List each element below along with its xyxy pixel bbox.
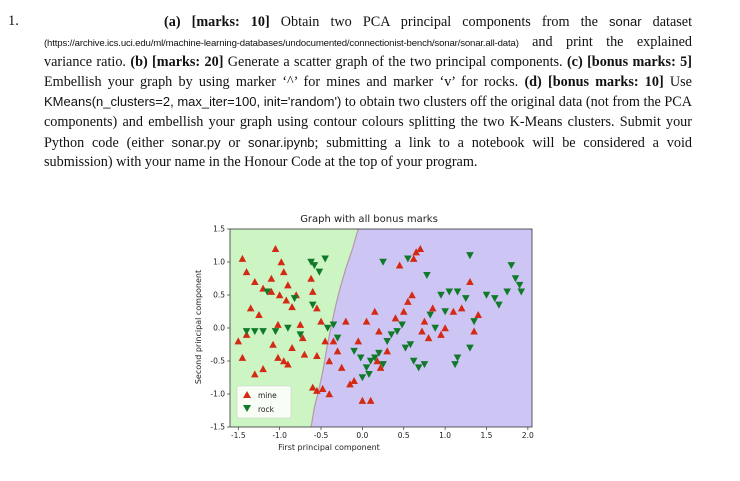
part-d-end: ; submitting a link to a notebook will be considered a void submission) with your name in the Honour Code at the top of your program. <box>44 134 692 171</box>
y-tick-label: 0.5 <box>213 290 225 300</box>
x-tick-label: 1.0 <box>439 431 452 440</box>
dataset-url[interactable]: (https://archive.ics.uci.edu/ml/machine-learning-databases/undocumented/connectionist-bench/sonar/sonar.all-data) <box>44 37 519 49</box>
legend-mine-label: mine <box>258 391 277 400</box>
x-tick-label: -1.5 <box>230 431 246 440</box>
file-sonar-ipynb: sonar.ipynb <box>248 134 315 150</box>
question-number: 1. <box>8 13 19 29</box>
dataset-name: sonar <box>609 14 642 29</box>
x-tick-label: 0.5 <box>397 431 410 440</box>
part-d-pre: Use <box>663 73 692 90</box>
chart-title: Graph with all bonus marks <box>300 214 438 225</box>
part-a-text: Obtain two PCA principal components from the <box>269 14 609 30</box>
x-axis-label: First principal component <box>278 443 380 452</box>
y-tick-label: -1.5 <box>210 422 225 432</box>
part-d-text: to obtain two clusters off the original data (not from the PCA components) and embellish your graph using contour colours splitting the two K-Means clusters. Submit your Python code (either <box>44 94 692 151</box>
y-tick-label: 0.0 <box>213 323 225 333</box>
x-tick-label: -0.5 <box>313 431 329 440</box>
file-sonar-py: sonar.py <box>171 134 221 150</box>
question-text <box>44 12 692 173</box>
part-c-label: (c) [bonus marks: 5] <box>566 54 692 71</box>
pca-scatter-chart <box>185 208 555 458</box>
or-word: or <box>220 134 249 151</box>
part-b-label: (b) [marks: 20] <box>130 54 224 71</box>
y-axis-ticks <box>210 225 230 432</box>
x-tick-label: 2.0 <box>521 431 534 440</box>
y-tick-label: 1.5 <box>213 224 225 234</box>
part-a-end: and print the explained variance ratio. <box>44 33 692 71</box>
y-tick-label: -0.5 <box>210 356 225 366</box>
x-tick-label: -1.0 <box>272 431 287 440</box>
y-axis-label: Second principal component <box>194 269 203 385</box>
x-tick-label: 1.5 <box>480 431 493 440</box>
kmeans-code: KMeans(n_clusters=2, max_iter=100, init='random') <box>44 94 342 110</box>
part-a-dataset: dataset <box>641 14 693 30</box>
x-axis-ticks <box>231 427 534 440</box>
legend-rock-label: rock <box>258 405 274 414</box>
y-tick-label: -1.0 <box>210 389 225 399</box>
part-a-label: (a) [marks: 10] <box>164 14 270 30</box>
part-d-label: (d) [bonus marks: 10] <box>524 73 664 90</box>
part-c-text: Embellish your graph by using marker ‘^’ for mines and marker ‘v’ for rocks. <box>44 73 525 90</box>
part-b-text: Generate a scatter graph of the two principal components. <box>223 54 567 71</box>
y-tick-label: 1.0 <box>213 257 225 267</box>
x-tick-label: 0.0 <box>356 431 369 440</box>
legend <box>237 386 291 418</box>
